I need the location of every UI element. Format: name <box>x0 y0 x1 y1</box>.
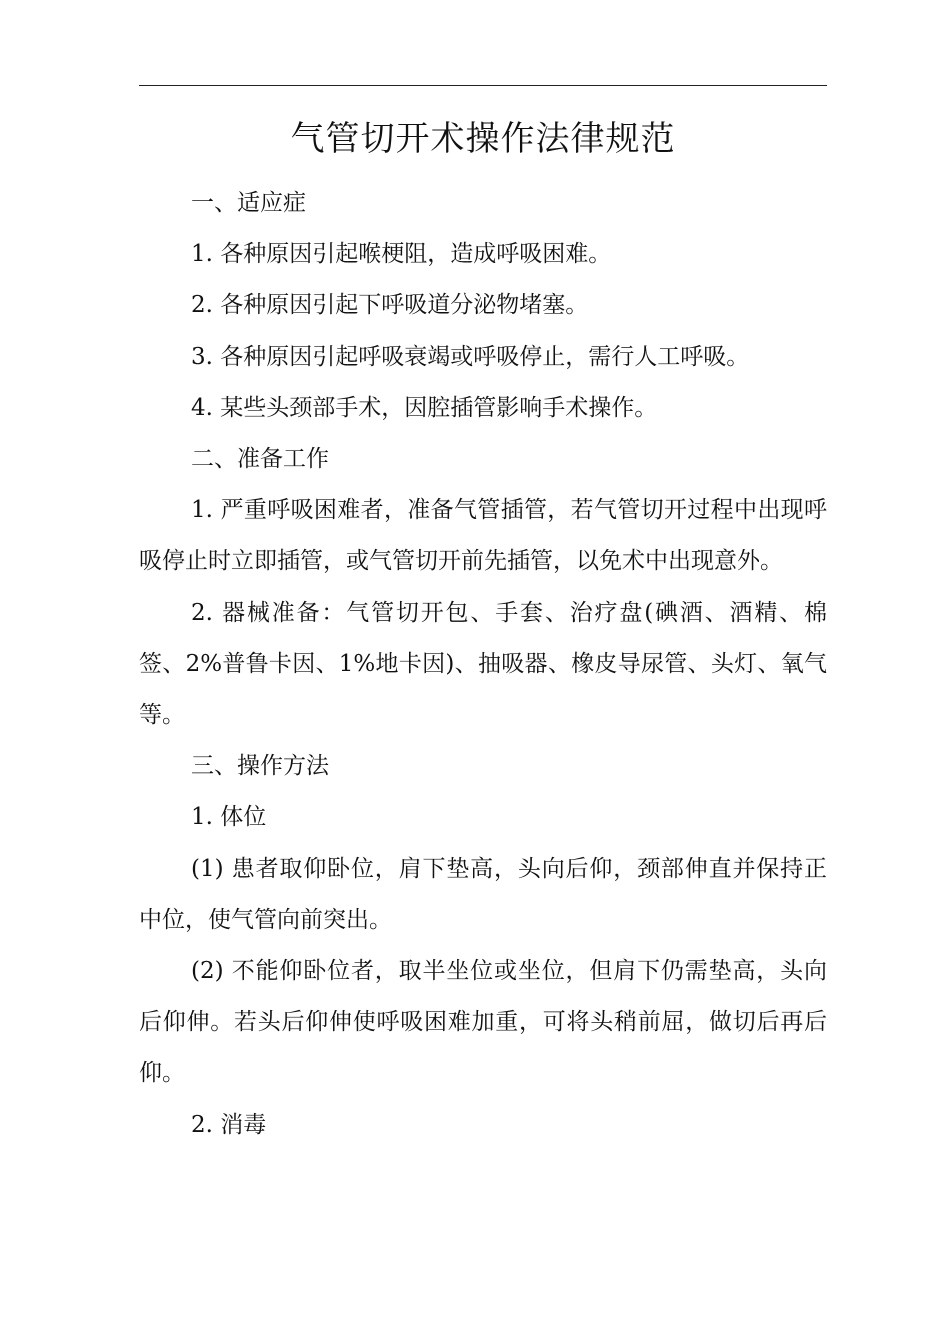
document-title: 气管切开术操作法律规范 <box>290 119 676 159</box>
subsection-heading-position: 1. 体位 <box>191 804 267 831</box>
section-heading-preparation: 二、准备工作 <box>191 446 329 473</box>
section-heading-procedure: 三、操作方法 <box>191 753 329 780</box>
subsection-heading-disinfection: 2. 消毒 <box>191 1111 267 1138</box>
list-item: (2) 不能仰卧位者，取半坐位或坐位，但肩下仍需垫高，头向后仰伸。若头后仰伸使呼吸困难加重，可将头稍前屈，做切后再后仰。 <box>139 958 827 1087</box>
header-rule <box>139 85 827 86</box>
list-item: 4. 某些头颈部手术，因腔插管影响手术操作。 <box>191 394 658 421</box>
list-item: (1) 患者取仰卧位，肩下垫高，头向后仰，颈部伸直并保持正中位，使气管向前突出。 <box>139 855 827 933</box>
list-item: 1. 各种原因引起喉梗阻，造成呼吸困难。 <box>191 241 612 268</box>
list-item: 3. 各种原因引起呼吸衰竭或呼吸停止，需行人工呼吸。 <box>191 343 750 370</box>
document-body <box>139 178 827 1151</box>
list-item: 1. 严重呼吸困难者，准备气管插管，若气管切开过程中出现呼吸停止时立即插管，或气管切开前先插管，以免术中出现意外。 <box>139 497 827 575</box>
list-item: 2. 各种原因引起下呼吸道分泌物堵塞。 <box>191 292 589 319</box>
section-heading-indications: 一、适应症 <box>191 190 306 216</box>
list-item: 2. 器械准备：气管切开包、手套、治疗盘(碘酒、酒精、棉签、2%普鲁卡因、1%地卡因)、抽吸器、橡皮导尿管、头灯、氧气等。 <box>139 599 827 729</box>
